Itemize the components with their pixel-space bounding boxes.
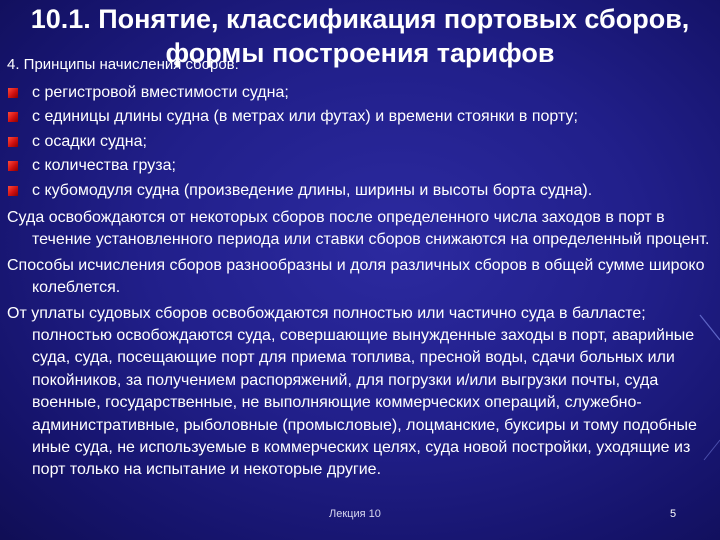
red-square-bullet-icon	[8, 161, 18, 171]
paragraph-calculation-methods: Способы исчисления сборов разнообразны и доля различных сборов в общей сумме широко колеблется.	[7, 256, 705, 297]
paragraph-exemptions-after-calls: Суда освобождаются от некоторых сборов после определенного числа заходов в порт в течение установленного периода или ставки сборов снижаются на определенный процент.	[7, 209, 710, 249]
slide-title-line-2: формы построения тарифов	[165, 38, 555, 68]
page-number: 5	[670, 508, 677, 520]
list-item-text: с количества груза;	[32, 157, 176, 175]
red-square-bullet-icon	[8, 112, 18, 122]
red-square-bullet-icon	[8, 88, 18, 98]
paragraph-exempt-vessels: От уплаты судовых сборов освобождаются полностью или частично суда в балласте; полностью освобождаются суда, совершающие вынужденные заходы в порт, аварийные суда, суда, посещающие порт для приема топлива, пресной воды, сдачи больных или покойников, за получением распоряжений, для погрузки и/или выгрузки почты, суда военные, государственные, не выполняющие коммерческих операций, служебно-административные, рыболовные (промысловые), лоцманские, буксиры и тому подобные иные суда, не используемые в коммерческих целях, суда новой постройки, уходящие из порт только на испытание и некоторые другие.	[7, 304, 697, 479]
list-item-text: с осадки судна;	[32, 132, 147, 150]
list-item	[8, 154, 713, 178]
list-item-text: с единицы длины судна (в метрах или футах) и времени стоянки в порту;	[32, 108, 578, 126]
list-item	[8, 130, 713, 154]
list-item-text: с кубомодуля судна (произведение длины, ширины и высоты борта судна).	[32, 181, 593, 199]
principles-header: 4. Принципы начисления сборов:	[7, 56, 239, 73]
list-item-text: с регистровой вместимости судна;	[32, 84, 289, 101]
principles-list	[8, 81, 713, 203]
list-item	[8, 179, 713, 203]
list-item	[8, 105, 713, 129]
body-paragraphs	[7, 207, 713, 485]
red-square-bullet-icon	[8, 186, 18, 196]
slide-title-line-1: 10.1. Понятие, классификация портовых сборов,	[30, 4, 690, 34]
footer-lecture-label: Лекция 10	[329, 508, 381, 520]
list-item	[8, 81, 713, 105]
red-square-bullet-icon	[8, 137, 18, 147]
